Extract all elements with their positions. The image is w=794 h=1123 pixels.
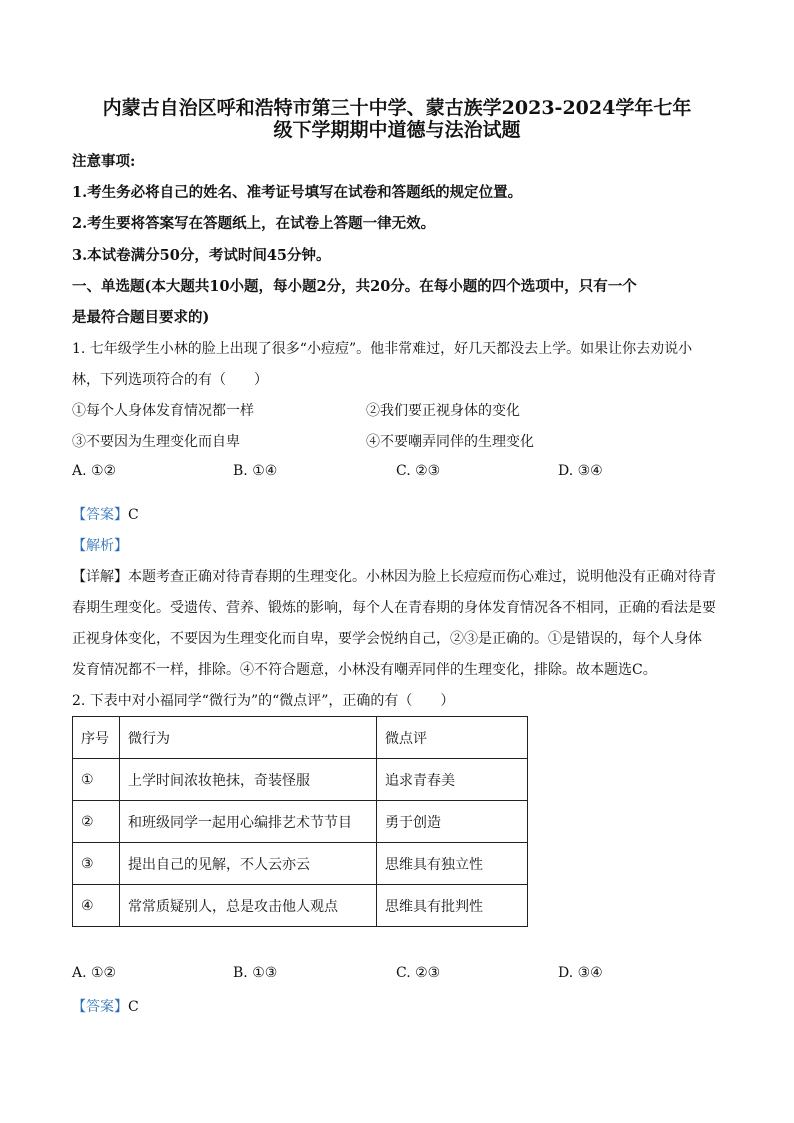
q2-table xyxy=(72,716,528,927)
table-header-cell: 微点评 xyxy=(377,717,528,759)
table-cell: 常常质疑别人，总是攻击他人观点 xyxy=(120,885,377,927)
q1-option-b: B. ①④ xyxy=(233,463,278,479)
q1-option-a: A. ①② xyxy=(72,463,117,479)
q2-option-a: A. ①② xyxy=(72,965,117,981)
table-row xyxy=(73,885,528,927)
q1-stem-line-2: 林，下列选项符合的有（ ） xyxy=(72,372,268,388)
table-header-cell: 微行为 xyxy=(120,717,377,759)
q1-answer xyxy=(72,504,139,524)
table-header-cell: 序号 xyxy=(73,717,120,759)
q2-answer-value: C xyxy=(128,999,139,1015)
q2-stem: 2. 下表中对小福同学“微行为”的“微点评”，正确的有（ ） xyxy=(72,693,455,709)
notice-item-1: 1.考生务必将自己的姓名、准考证号填写在试卷和答题纸的规定位置。 xyxy=(72,184,523,201)
q1-statement-1: ①每个人身体发育情况都一样 xyxy=(72,403,254,419)
q1-option-d: D. ③④ xyxy=(558,463,603,479)
table-cell: 思维具有独立性 xyxy=(377,843,528,885)
table-row xyxy=(73,801,528,843)
q1-option-c: C. ②③ xyxy=(396,463,441,479)
q1-detail-line-2: 春期生理变化。受遗传、营养、锻炼的影响，每个人在青春期的身体发育情况各不相同，正确的看法是要 xyxy=(72,600,716,616)
q2-answer xyxy=(72,996,139,1016)
table-cell: 勇于创造 xyxy=(377,801,528,843)
table-cell: 追求青春美 xyxy=(377,759,528,801)
notice-heading: 注意事项: xyxy=(72,153,136,170)
q2-answer-tag: 【答案】 xyxy=(72,999,128,1015)
section-heading-line-2: 是最符合题目要求的) xyxy=(72,309,210,326)
q1-detail-line-4: 发育情况都不一样，排除。④不符合题意，小林没有嘲弄同伴的生理变化，排除。故本题选C。 xyxy=(72,662,657,678)
exam-title-line-1: 内蒙古自治区呼和浩特市第三十中学、蒙古族学2023-2024学年七年 xyxy=(102,97,692,119)
q1-statement-2: ②我们要正视身体的变化 xyxy=(366,403,520,419)
table-cell: ④ xyxy=(73,885,120,927)
q1-answer-tag: 【答案】 xyxy=(72,507,128,523)
q1-detail-line-1: 【详解】本题考查正确对待青春期的生理变化。小林因为脸上长痘痘而伤心难过，说明他没有正确对待青 xyxy=(72,569,716,585)
q1-detail-line-3: 正视身体变化，不要因为生理变化而自卑，要学会悦纳自己，②③是正确的。①是错误的，每个人身体 xyxy=(72,631,702,647)
table-row xyxy=(73,759,528,801)
table-cell: 上学时间浓妆艳抹，奇装怪服 xyxy=(120,759,377,801)
q1-statement-3: ③不要因为生理变化而自卑 xyxy=(72,434,240,450)
table-cell: ① xyxy=(73,759,120,801)
table-header-row xyxy=(73,717,528,759)
table-cell: 思维具有批判性 xyxy=(377,885,528,927)
q1-analysis-tag-text: 【解析】 xyxy=(72,538,128,554)
table-cell: ② xyxy=(73,801,120,843)
q1-answer-value: C xyxy=(128,507,139,523)
q2-option-d: D. ③④ xyxy=(558,965,603,981)
notice-item-2: 2.考生要将答案写在答题纸上，在试卷上答题一律无效。 xyxy=(72,215,436,232)
q1-stem-line-1: 1. 七年级学生小林的脸上出现了很多“小痘痘”。他非常难过，好几天都没去上学。如果让你去劝说小 xyxy=(72,341,693,357)
q2-option-b: B. ①③ xyxy=(233,965,278,981)
section-heading-line-1: 一、单选题(本大题共10小题，每小题2分，共20分。在每小题的四个选项中，只有一个 xyxy=(72,278,637,295)
q1-statement-4: ④不要嘲弄同伴的生理变化 xyxy=(366,434,534,450)
q1-analysis-tag xyxy=(72,535,128,555)
table-cell: 和班级同学一起用心编排艺术节节目 xyxy=(120,801,377,843)
table-row xyxy=(73,843,528,885)
notice-item-3: 3.本试卷满分50分，考试时间45分钟。 xyxy=(72,247,331,264)
exam-title-line-2: 级下学期期中道德与法治试题 xyxy=(273,119,521,141)
table-cell: 提出自己的见解，不人云亦云 xyxy=(120,843,377,885)
q2-option-c: C. ②③ xyxy=(396,965,441,981)
table-cell: ③ xyxy=(73,843,120,885)
